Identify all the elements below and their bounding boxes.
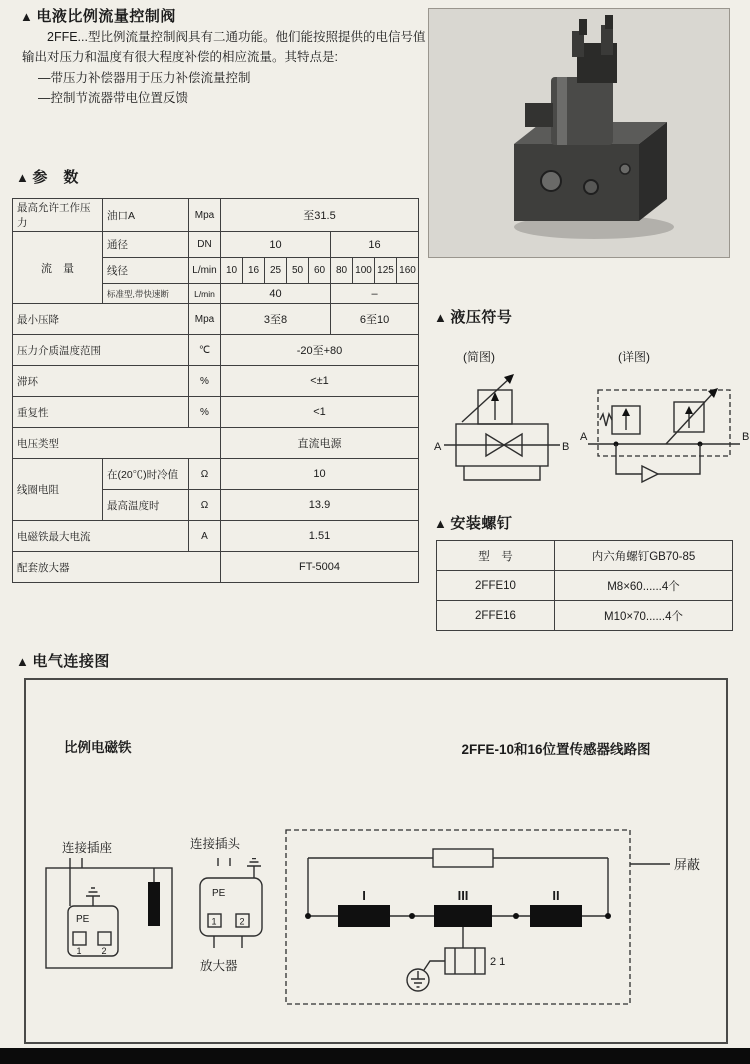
param-value: 直流电源 xyxy=(221,428,419,459)
port-a-label: A xyxy=(580,431,588,443)
socket-label: 连接插座 xyxy=(62,841,113,855)
param-unit: Mpa xyxy=(189,199,221,232)
coil-i-label: I xyxy=(362,888,366,903)
table-row xyxy=(437,571,733,601)
section-marker-icon: ▲ xyxy=(434,516,448,531)
param-value: <±1 xyxy=(221,366,419,397)
circuit-title: 2FFE-10和16位置传感器线路图 xyxy=(461,742,651,757)
parameters-table xyxy=(12,198,419,583)
flow-value: 25 xyxy=(265,258,287,284)
port-b-label: B xyxy=(562,441,570,453)
param-value: 3至8 xyxy=(221,304,331,335)
param-unit: % xyxy=(189,366,221,397)
pin1-label: 1 xyxy=(76,946,82,956)
feature-bullet-1: —带压力补偿器用于压力补偿流量控制 xyxy=(38,70,251,85)
screw-spec: M8×60......4个 xyxy=(555,571,733,601)
port-b-label: B xyxy=(742,431,750,443)
param-unit: L/min xyxy=(189,258,221,284)
param-value: 至31.5 xyxy=(221,199,419,232)
electrical-diagram-panel xyxy=(24,678,728,1044)
screw-model: 2FFE10 xyxy=(437,571,555,601)
flow-value: 10 xyxy=(221,258,243,284)
params-section-title xyxy=(16,166,79,187)
param-sublabel: 标准型,带快速断 xyxy=(103,284,189,304)
hydraulic-symbol-detail xyxy=(580,362,750,500)
param-unit: Ω xyxy=(189,490,221,521)
table-row xyxy=(437,541,733,571)
param-value: FT-5004 xyxy=(221,552,419,583)
param-sublabel: 油口A xyxy=(103,199,189,232)
pin2-label: 2 xyxy=(239,916,245,927)
page-title xyxy=(20,5,176,26)
detail-diagram-label: (详图) xyxy=(618,350,650,364)
flow-value: 60 xyxy=(309,258,331,284)
terminal-label: 2 1 xyxy=(490,956,506,968)
electrical-section-title xyxy=(16,650,110,671)
section-marker-icon: ▲ xyxy=(434,310,448,325)
params-title-text: 参 数 xyxy=(32,169,79,186)
param-value: 1.51 xyxy=(221,521,419,552)
hydraulic-section-title xyxy=(434,306,512,327)
intro-block xyxy=(22,27,426,108)
param-label: 配套放大器 xyxy=(13,552,221,583)
feature-bullet-2: —控制节流器带电位置反馈 xyxy=(38,90,189,105)
hydraulic-title-text: 液压符号 xyxy=(450,309,513,326)
flow-value: 100 xyxy=(353,258,375,284)
param-sublabel: 通径 xyxy=(103,232,189,258)
table-row xyxy=(13,552,419,583)
magnet-label: 比例电磁铁 xyxy=(64,740,132,755)
screws-table xyxy=(436,540,733,631)
param-unit: % xyxy=(189,397,221,428)
screws-header-spec: 内六角螺钉GB70-85 xyxy=(555,541,733,571)
table-row xyxy=(13,304,419,335)
simple-diagram-label: (简图) xyxy=(463,350,495,364)
table-row xyxy=(13,459,419,490)
param-label: 流 量 xyxy=(13,232,103,304)
param-unit: L/min xyxy=(189,284,221,304)
electrical-title-text: 电气连接图 xyxy=(32,653,110,670)
param-unit: ℃ xyxy=(189,335,221,366)
port-a-label: A xyxy=(434,441,442,453)
param-value: – xyxy=(331,284,419,304)
product-photo xyxy=(428,8,730,258)
table-row xyxy=(13,428,419,459)
intro-paragraph: 2FFE...型比例流量控制阀具有二通功能。他们能按照提供的电信号值输出对压力和温度有很大程度补偿的相应流量。其特点是: xyxy=(22,30,426,65)
table-row xyxy=(13,521,419,552)
amplifier-label: 放大器 xyxy=(200,959,238,973)
table-row xyxy=(13,397,419,428)
param-value: 10 xyxy=(221,459,419,490)
param-value: 40 xyxy=(221,284,331,304)
param-value: -20至+80 xyxy=(221,335,419,366)
table-row xyxy=(13,232,419,258)
table-row xyxy=(437,601,733,631)
hydraulic-symbol-simple xyxy=(432,368,572,496)
table-row xyxy=(13,199,419,232)
shield-label: 屏蔽 xyxy=(674,857,701,872)
sensor-circuit-drawing xyxy=(278,818,726,1032)
screw-model: 2FFE16 xyxy=(437,601,555,631)
param-sublabel: 线径 xyxy=(103,258,189,284)
param-label: 最高允许工作压力 xyxy=(13,199,103,232)
section-marker-icon: ▲ xyxy=(16,170,30,185)
param-label: 最小压降 xyxy=(13,304,189,335)
param-unit: DN xyxy=(189,232,221,258)
param-sublabel: 在(20℃)时冷值 xyxy=(103,459,189,490)
param-label: 电磁铁最大电流 xyxy=(13,521,189,552)
param-label: 线圈电阻 xyxy=(13,459,103,521)
param-label: 压力介质温度范围 xyxy=(13,335,189,366)
param-value: 13.9 xyxy=(221,490,419,521)
param-unit: A xyxy=(189,521,221,552)
flow-value: 80 xyxy=(331,258,353,284)
param-label: 重复性 xyxy=(13,397,189,428)
param-value: 16 xyxy=(331,232,419,258)
page-title-text: 电液比例流量控制阀 xyxy=(36,8,176,25)
plug-label: 连接插头 xyxy=(190,837,241,851)
flow-value: 16 xyxy=(243,258,265,284)
table-row xyxy=(13,366,419,397)
param-unit: Mpa xyxy=(189,304,221,335)
param-label: 滞环 xyxy=(13,366,189,397)
param-label: 电压类型 xyxy=(13,428,221,459)
param-value: 10 xyxy=(221,232,331,258)
table-row xyxy=(13,335,419,366)
coil-ii-label: II xyxy=(552,888,560,903)
socket-drawing xyxy=(40,858,180,976)
pe-label: PE xyxy=(76,914,90,925)
screws-section-title xyxy=(434,512,512,533)
param-value: <1 xyxy=(221,397,419,428)
flow-value: 50 xyxy=(287,258,309,284)
plug-drawing xyxy=(186,858,278,956)
valve-photo-drawing xyxy=(429,9,729,257)
flow-value: 160 xyxy=(397,258,419,284)
screws-title-text: 安装螺钉 xyxy=(450,515,513,532)
section-marker-icon: ▲ xyxy=(16,654,30,669)
scan-edge-bottom xyxy=(0,1048,750,1064)
coil-iii-label: III xyxy=(457,888,469,903)
pe-label: PE xyxy=(212,888,226,899)
screw-spec: M10×70......4个 xyxy=(555,601,733,631)
param-unit: Ω xyxy=(189,459,221,490)
param-value: 6至10 xyxy=(331,304,419,335)
flow-value: 125 xyxy=(375,258,397,284)
screws-header-model: 型 号 xyxy=(437,541,555,571)
pin2-label: 2 xyxy=(101,946,107,956)
pin1-label: 1 xyxy=(211,916,217,927)
param-sublabel: 最高温度时 xyxy=(103,490,189,521)
section-marker-icon: ▲ xyxy=(20,9,34,24)
